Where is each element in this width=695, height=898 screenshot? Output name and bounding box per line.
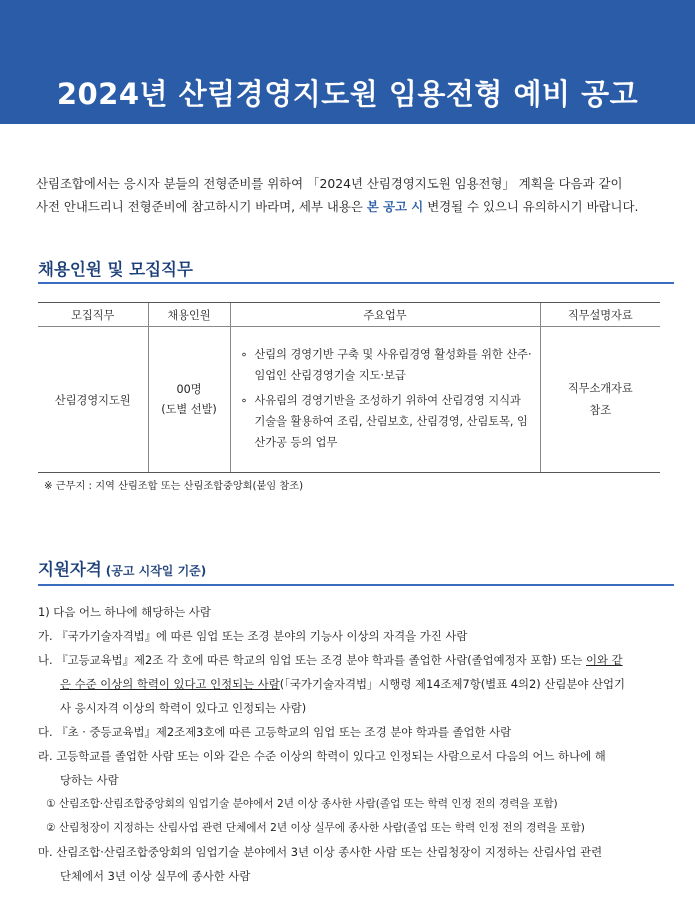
qualification-subtitle: (공고 시작일 기준) bbox=[105, 564, 207, 578]
header-banner bbox=[0, 0, 695, 124]
intro-line-1: 산림조합에서는 응시자 분들의 전형준비를 위하여 「2024년 산림경영지도원 임용전형」 계획을 다음과 같이 bbox=[36, 176, 623, 191]
section-divider-2 bbox=[38, 584, 674, 586]
section-title-qualification bbox=[38, 556, 674, 580]
intro-highlight: 본 공고 시 bbox=[366, 199, 424, 214]
qual-item-ga: 가. 『국가기술자격법』에 따른 임업 또는 조경 분야의 기능사 이상의 자격을 가진 사람 bbox=[38, 629, 468, 643]
qual-item-ra-sub-2: ② 산림청장이 지정하는 산림사업 관련 단체에서 2년 이상 실무에 종사한 사람(졸업 또는 학력 인정 전의 경력을 포함) bbox=[46, 822, 585, 834]
qual-item-ra-line-2: 당하는 사람 bbox=[60, 773, 119, 787]
list-item: ∘ 산림의 경영기반 구축 및 사유림경영 활성화를 위한 산주·임업인 산림경영기술 지도·보급 bbox=[241, 344, 532, 386]
count-value: 00명 bbox=[176, 382, 202, 396]
table-row bbox=[38, 327, 660, 473]
cell-job: 산림경영지도원 bbox=[38, 327, 148, 473]
qual-item-ma-line-2: 단체에서 3년 이상 실무에 종사한 사람 bbox=[60, 869, 251, 883]
header-job: 모집직무 bbox=[38, 303, 148, 327]
intro-line-2-post: 변경될 수 있으니 유의하시기 바랍니다. bbox=[423, 199, 639, 214]
qual-item-da: 다. 『초 · 중등교육법』제2조제3호에 따른 고등학교의 임업 또는 조경 분야 학과를 졸업한 사람 bbox=[38, 725, 512, 739]
material-label: 직무소개자료 bbox=[567, 381, 633, 395]
na-underline-2: 은 수준 이상의 학력이 있다고 인정되는 사람 bbox=[60, 677, 280, 691]
intro-line-2 bbox=[36, 195, 686, 218]
header-count: 채용인원 bbox=[148, 303, 230, 327]
na-text: 나. 『고등교육법』제2조 각 호에 따른 학교의 임업 또는 조경 분야 학과를 졸업한 사람(졸업예정자 포함) 또는 bbox=[38, 653, 586, 667]
page-title: 2024년 산림경영지도원 임용전형 예비 공고 bbox=[56, 77, 639, 111]
qual-item-na-line-3: 사 응시자격 이상의 학력이 있다고 인정되는 사람) bbox=[60, 701, 307, 715]
duty-list bbox=[231, 330, 540, 469]
recruitment-table bbox=[38, 302, 660, 473]
workplace-note: ※ 근무지 : 지역 산림조합 또는 산림조합중앙회(붙임 참조) bbox=[44, 481, 304, 492]
na-underline: 이와 같 bbox=[586, 653, 623, 667]
section-divider-1 bbox=[38, 282, 674, 284]
intro-line-2-pre: 사전 안내드리니 전형준비에 참고하시기 바라며, 세부 내용은 bbox=[36, 199, 367, 214]
list-item: ∘ 사유림의 경영기반을 조성하기 위하여 산림경영 지식과 기술을 활용하여 조림, 산림보호, 산림경영, 산림토목, 임산가공 등의 업무 bbox=[241, 390, 532, 453]
header-duties: 주요업무 bbox=[230, 303, 540, 327]
qualification-list bbox=[38, 600, 678, 888]
qualification-title: 지원자격 bbox=[38, 560, 102, 579]
count-note: (도별 선발) bbox=[161, 402, 217, 416]
qual-intro: 1) 다음 어느 하나에 해당하는 사람 bbox=[38, 605, 211, 619]
qual-item-ra-line-1: 라. 고등학교를 졸업한 사람 또는 이와 같은 수준 이상의 학력이 있다고 인정되는 사람으로서 다음의 어느 하나에 해 bbox=[38, 749, 606, 763]
qual-item-ra-sub-1: ① 산림조합·산림조합중앙회의 임업기술 분야에서 2년 이상 종사한 사람(졸업 또는 학력 인정 전의 경력을 포함) bbox=[46, 798, 558, 810]
cell-count bbox=[148, 327, 230, 473]
cell-material bbox=[540, 327, 660, 473]
qual-item-na-line-1 bbox=[38, 648, 678, 672]
section-title-recruitment: 채용인원 및 모집직무 bbox=[38, 260, 193, 279]
qual-item-na-line-2 bbox=[38, 672, 678, 696]
table-header-row bbox=[38, 303, 660, 327]
intro-paragraph bbox=[36, 172, 686, 218]
qual-item-ma-line-1: 마. 산림조합·산림조합중앙회의 임업기술 분야에서 3년 이상 종사한 사람 또는 산림청장이 지정하는 산림사업 관련 bbox=[38, 845, 603, 859]
material-ref: 참조 bbox=[589, 403, 612, 417]
na-text-2: (「국가기술자격법」시행령 제14조제7항(별표 4의2) 산림분야 산업기 bbox=[279, 677, 626, 691]
header-material: 직무설명자료 bbox=[540, 303, 660, 327]
cell-duties bbox=[230, 327, 540, 473]
